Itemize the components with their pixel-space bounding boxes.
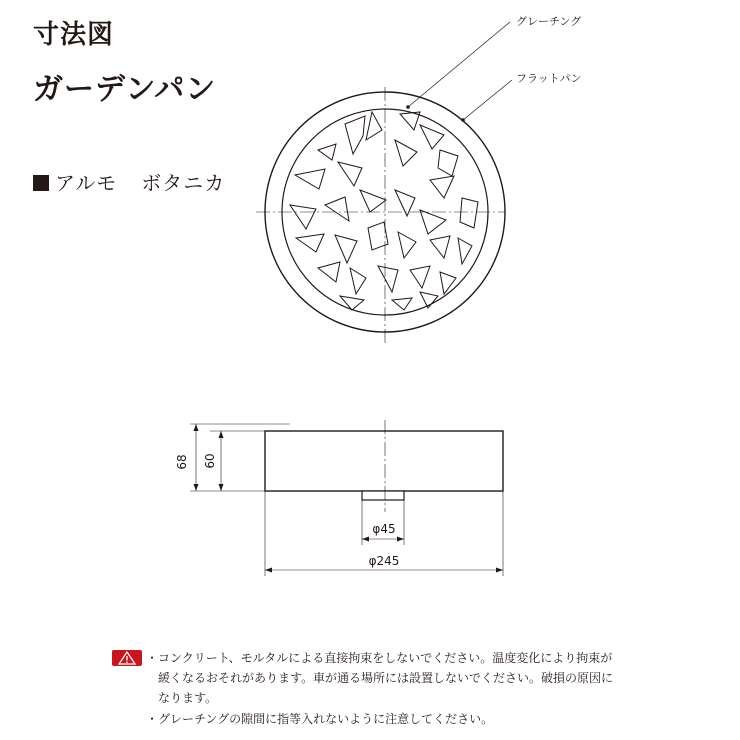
product-name: ガーデンパン [33, 72, 217, 107]
warning-line-1: ・コンクリート、モルタルによる直接拘束をしないでください。温度変化により拘束が [146, 651, 613, 665]
warning-line-3: なります。 [158, 691, 218, 705]
warning-line-4: ・グレーチングの隙間に指等入れないように注意してください。 [146, 712, 494, 726]
side-view [190, 420, 503, 576]
dim-label-45: φ45 [372, 522, 396, 536]
callout-flat-pan: フラットパン [516, 72, 582, 85]
dim-label-68: 68 [175, 454, 189, 470]
page-title: 寸法図 [33, 20, 115, 50]
pan-leader [463, 80, 512, 120]
drain-outlet-side [362, 491, 404, 500]
dim-label-245: φ245 [368, 554, 400, 568]
warning-triangle-icon [112, 650, 142, 666]
warning-line-2: 緩くなるおそれがあります。車が通る場所には設置しないでください。破損の原因に [158, 671, 614, 685]
grating-pattern [290, 112, 478, 310]
top-view [256, 22, 512, 345]
grating-leader-dot [406, 105, 410, 109]
pan-leader-dot [461, 118, 465, 122]
dim-label-60: 60 [203, 453, 217, 469]
series-model: ボタニカ [141, 171, 226, 195]
callout-grating: グレーチング [516, 15, 582, 28]
pan-body-side [265, 431, 503, 491]
series-brand: アルモ [55, 171, 118, 195]
